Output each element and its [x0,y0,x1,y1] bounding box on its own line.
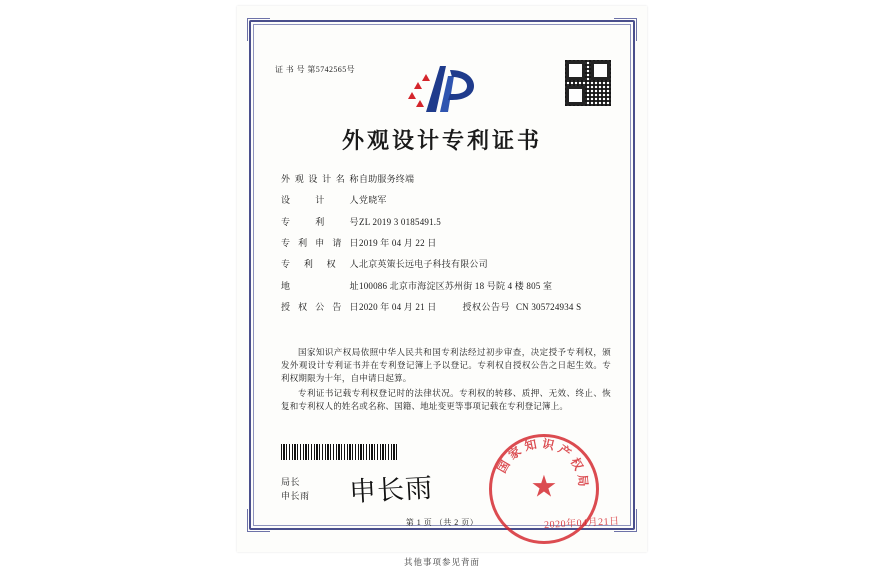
legal-paragraph: 专利证书记载专利权登记时的法律状况。专利权的转移、质押、无效、终止、恢复和专利权人的姓名或名称、国籍、地址变更等事项记载在专利登记簿上。 [281,387,611,411]
field-address [281,281,613,291]
certificate-sheet [237,6,647,552]
corner-ornament-top-left [247,18,270,41]
field-value: 党晓军 [359,195,387,206]
field-extra-label: 授权公告号 [462,302,510,313]
field-value: 2020 年 04 月 21 日 [359,302,437,313]
legal-text [281,346,611,414]
page-title: 外观设计专利证书 [341,128,542,154]
field-value: 自助服务终端 [359,174,415,184]
field-label: 专 利 权 人 [281,259,359,270]
handwritten-signature: 申长雨 [348,472,434,509]
field-patentee [281,259,613,269]
director-title: 局长 [281,477,301,487]
barcode-icon [281,444,399,460]
field-application-date [281,238,613,248]
seal-date: 2020年04月21日 [543,516,620,531]
field-label: 授权公告日 [281,302,359,313]
field-patent-number [281,217,613,227]
field-design-name [281,174,613,184]
field-label: 地 址 [281,280,359,291]
field-label: 设 计 人 [281,195,359,206]
field-value: 2019 年 04 月 22 日 [359,238,437,249]
field-designer [281,195,613,205]
field-value: ZL 2019 3 0185491.5 [359,216,441,227]
director-block [281,476,310,503]
field-list [281,174,613,323]
director-name: 申长雨 [281,490,310,501]
svg-text:国家知识产权局: 国家知识产权局 [494,436,591,492]
footnote: 其他事项参见背面 [403,557,480,567]
field-value: 北京英策长远电子科技有限公司 [359,259,488,270]
field-label: 专利申请日 [281,238,359,249]
corner-ornament-top-right [614,18,637,41]
field-grant-announcement [281,302,613,312]
field-extra-value: CN 305724934 S [515,302,582,313]
page-number: 第 1 页 （共 2 页） [405,518,479,527]
certificate-number: 证 书 号 第5742565号 [275,65,355,74]
legal-paragraph: 国家知识产权局依照中华人民共和国专利法经过初步审查，决定授予专利权，颁发外观设计专利证书并在专利登记簿上予以登记。专利权自授权公告之日起生效。专利权期限为十年，自申请日起算。 [281,347,611,384]
seal-star-icon: ★ [530,470,558,504]
field-value: 100086 北京市海淀区苏州街 18 号院 4 楼 805 室 [359,280,553,291]
field-label: 外观设计名称 [281,174,359,184]
cnipa-logo-icon [237,58,647,120]
field-label: 专 利 号 [281,216,359,227]
